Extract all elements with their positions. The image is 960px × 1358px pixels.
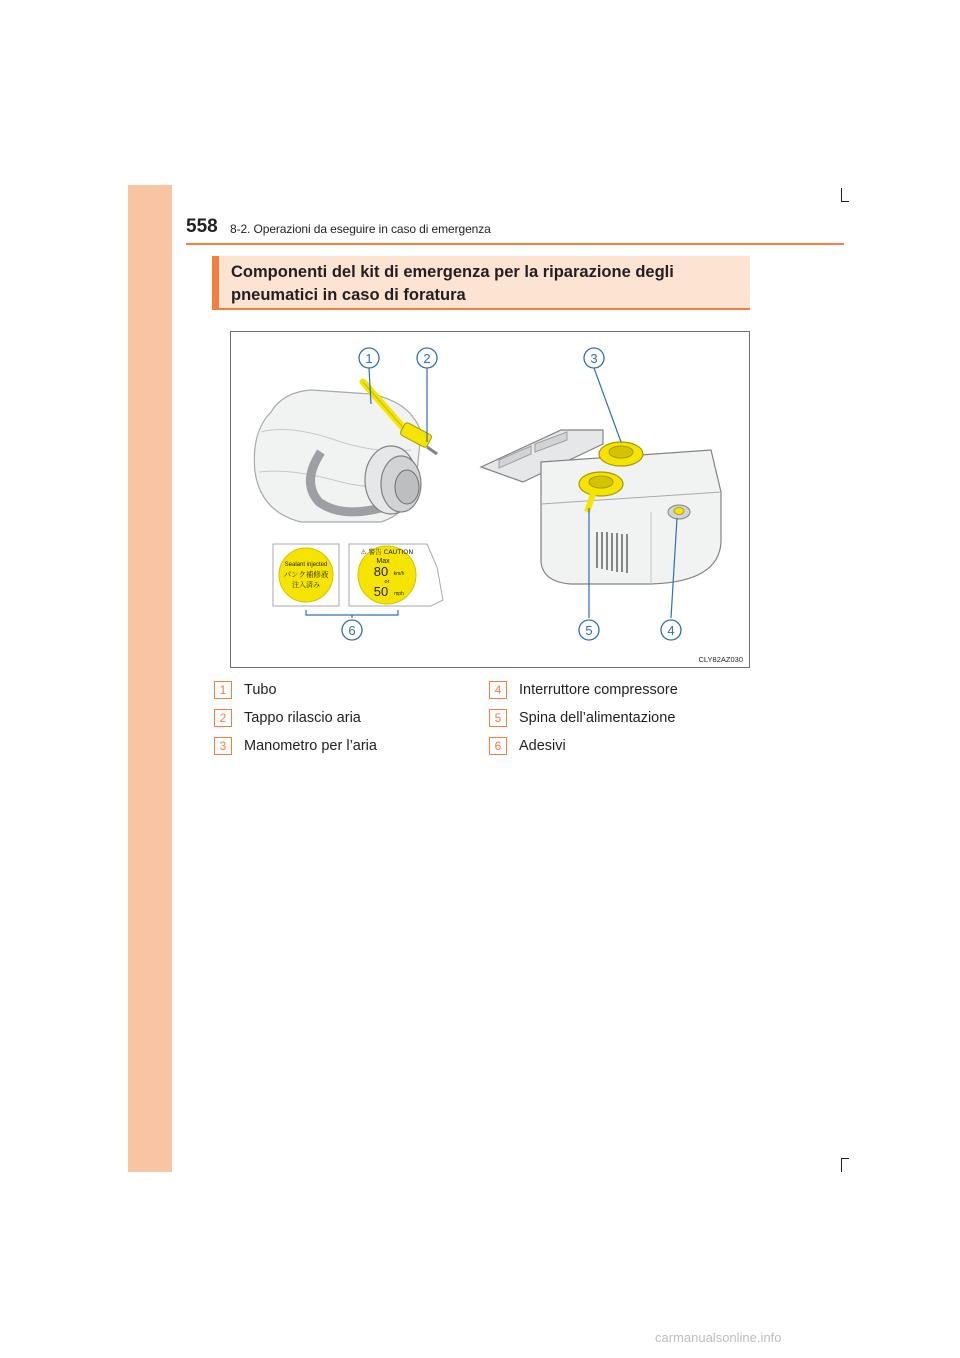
legend-item-adesivi <box>489 732 739 760</box>
callout-4 <box>661 620 681 640</box>
svg-text:3: 3 <box>590 351 598 366</box>
legend-number-2: 2 <box>214 709 232 727</box>
sealant-bottle-drawing <box>254 382 437 522</box>
legend-item-spina <box>489 704 739 732</box>
legend-number-5: 5 <box>489 709 507 727</box>
caution-sticker <box>349 544 443 606</box>
legend-item-interruttore <box>489 676 739 704</box>
crop-mark-bottom <box>841 1158 849 1172</box>
sticker-sealant-line2: パンク補修液 <box>283 570 329 579</box>
legend-left-column <box>214 676 464 760</box>
sticker-caution-speed2: 50 <box>373 584 389 599</box>
sticker-sealant-line3: 注入済み <box>292 581 320 589</box>
section-heading-box <box>212 256 750 310</box>
legend-item-tappo <box>214 704 464 732</box>
legend-label-2: Tappo rilascio aria <box>244 710 361 726</box>
sticker-caution-unit1: km/h <box>393 571 405 577</box>
sticker-sealant-line1: Sealant injected <box>284 562 328 568</box>
legend-label-3: Manometro per l’aria <box>244 738 377 754</box>
svg-text:2: 2 <box>423 351 431 366</box>
callout-6 <box>342 620 362 640</box>
legend-number-6: 6 <box>489 737 507 755</box>
sticker-caution-header: ⚠ 警告 CAUTION <box>360 548 414 556</box>
callout-5 <box>579 620 599 640</box>
kit-illustration <box>231 332 749 667</box>
section-title: Componenti del kit di emergenza per la riparazione degli pneumatici in caso di foratura <box>231 263 674 304</box>
svg-text:4: 4 <box>667 623 675 638</box>
running-head: 8-2. Operazioni da eseguire in caso di emergenza <box>230 222 491 236</box>
legend-number-4: 4 <box>489 681 507 699</box>
callout-1 <box>359 348 379 368</box>
legend-right-column <box>489 676 739 760</box>
svg-text:5: 5 <box>585 623 593 638</box>
svg-text:6: 6 <box>348 623 356 638</box>
svg-text:1: 1 <box>365 351 373 366</box>
legend-number-1: 1 <box>214 681 232 699</box>
sticker-caution-unit2: mph <box>394 591 404 597</box>
legend-label-5: Spina dell’alimentazione <box>519 710 676 726</box>
legend-label-1: Tubo <box>244 682 277 698</box>
sticker-caution-or: or <box>384 579 390 585</box>
sealant-sticker <box>273 544 339 606</box>
tire-repair-kit-figure <box>230 331 750 668</box>
legend-item-manometro <box>214 732 464 760</box>
legend-label-4: Interruttore compressore <box>519 682 678 698</box>
side-tab-band <box>128 185 172 1172</box>
legend-item-tubo <box>214 676 464 704</box>
compressor-drawing <box>481 430 721 584</box>
callout-2 <box>417 348 437 368</box>
sticker-caution-max: Max <box>376 558 390 565</box>
crop-mark-top <box>841 188 849 202</box>
callout-3 <box>584 348 604 368</box>
legend-number-3: 3 <box>214 737 232 755</box>
legend-label-6: Adesivi <box>519 738 566 754</box>
header-rule <box>186 243 844 245</box>
sticker-caution-speed1: 80 <box>373 564 389 579</box>
watermark: carmanualsonline.info <box>655 1330 782 1345</box>
page-number: 558 <box>186 216 218 237</box>
figure-code: CLY82AZ030 <box>698 655 743 664</box>
